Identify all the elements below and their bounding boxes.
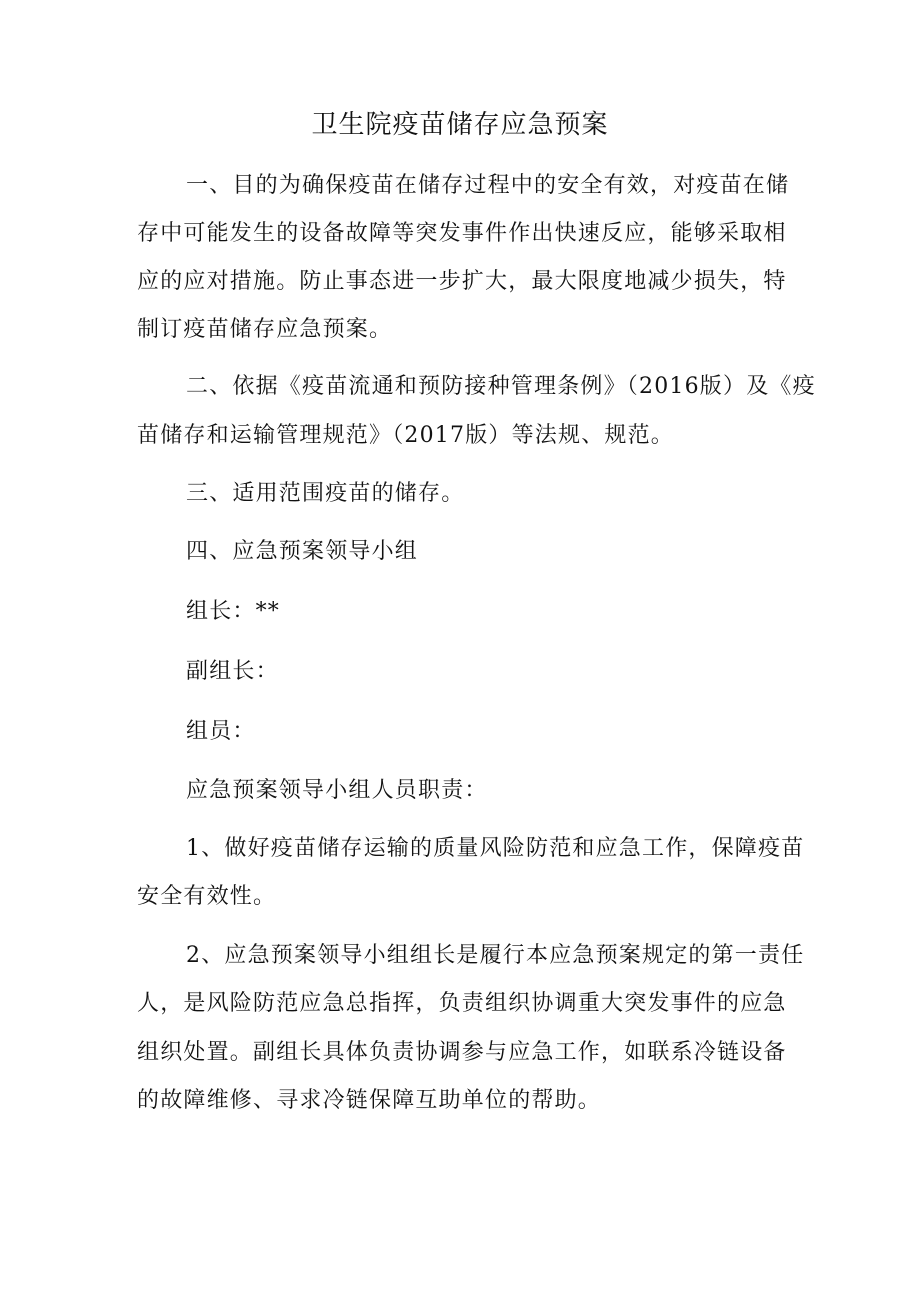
leader-line: 组长：** bbox=[186, 599, 281, 624]
members-line: 组员： bbox=[186, 719, 256, 744]
purpose-line: 一、目的为确保疫苗在储存过程中的安全有效，对疫苗在储 bbox=[186, 173, 790, 198]
deputy-leader-line: 副组长： bbox=[186, 659, 279, 684]
basis-line: 苗储存和运输管理规范》（2017版）等法规、规范。 bbox=[137, 423, 674, 448]
group-heading: 四、应急预案领导小组 bbox=[186, 539, 419, 564]
purpose-line: 应的应对措施。防止事态进一步扩大，最大限度地减少损失，特 bbox=[137, 269, 787, 294]
document-title: 卫生院疫苗储存应急预案 bbox=[311, 110, 609, 140]
duty-2-line: 2、应急预案领导小组组长是履行本应急预案规定的第一责任 bbox=[186, 943, 805, 968]
duty-2-line: 的故障维修、寻求冷链保障互助单位的帮助。 bbox=[137, 1088, 602, 1113]
duty-2-line: 人，是风险防范应急总指挥，负责组织协调重大突发事件的应急 bbox=[137, 991, 787, 1016]
duty-2-line: 组织处置。副组长具体负责协调参与应急工作，如联系冷链设备 bbox=[137, 1040, 787, 1065]
purpose-line: 存中可能发生的设备故障等突发事件作出快速反应，能够采取相 bbox=[137, 221, 787, 246]
basis-line: 二、依据《疫苗流通和预防接种管理条例》（2016版）及《疫 bbox=[186, 374, 816, 399]
scope-line: 三、适用范围疫苗的储存。 bbox=[186, 481, 465, 506]
purpose-line: 制订疫苗储存应急预案。 bbox=[137, 317, 393, 342]
duty-1-line: 1、做好疫苗储存运输的质量风险防范和应急工作，保障疫苗 bbox=[186, 836, 805, 861]
duty-1-line: 安全有效性。 bbox=[137, 884, 277, 909]
duties-heading: 应急预案领导小组人员职责： bbox=[186, 778, 488, 803]
